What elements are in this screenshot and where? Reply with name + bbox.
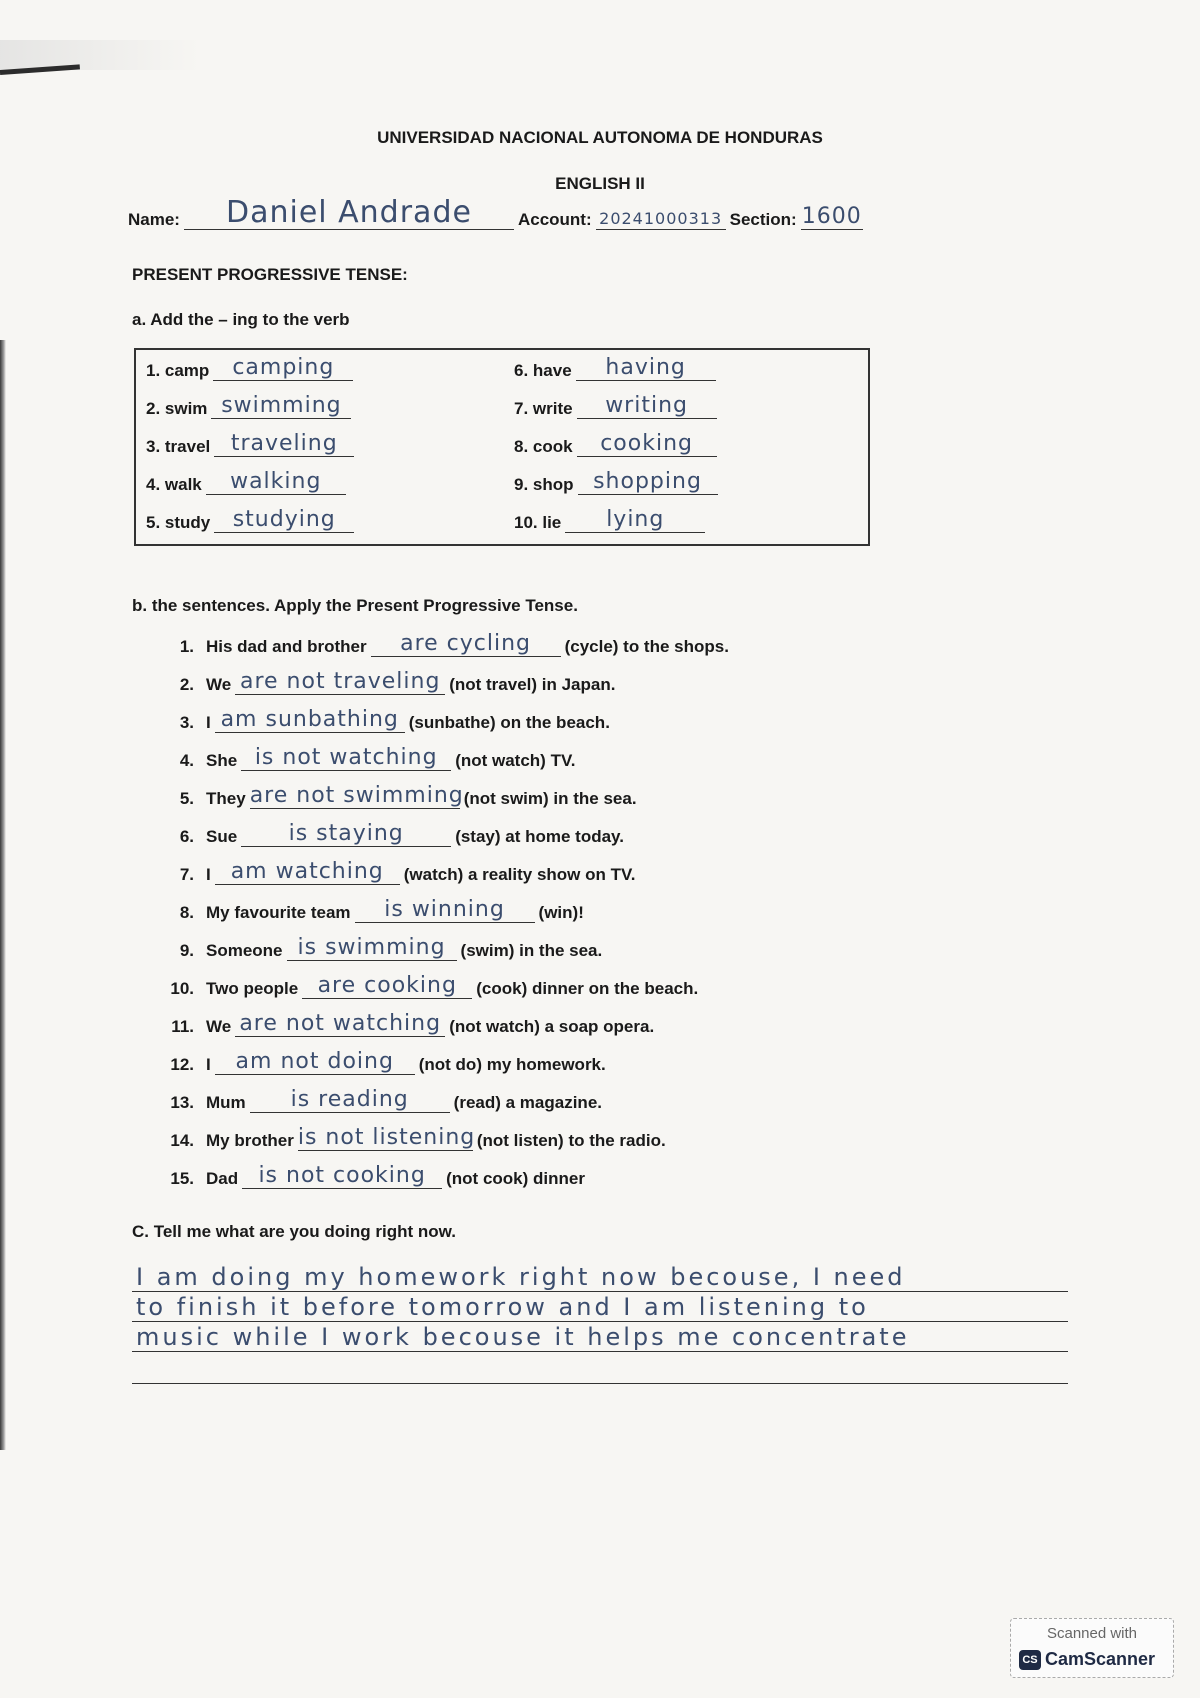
name-label: Name: xyxy=(128,210,180,229)
answer-text: is staying xyxy=(288,821,404,846)
sentence-row xyxy=(160,670,615,695)
answer-field[interactable] xyxy=(213,356,353,381)
sentence-number: 10. xyxy=(170,979,194,999)
part-a-item xyxy=(514,356,720,381)
answer-text: are not watching xyxy=(239,1011,442,1036)
answer-field[interactable] xyxy=(287,936,457,961)
item-label: 8. cook xyxy=(514,437,573,457)
sentence-number: 7. xyxy=(179,865,194,885)
answer-text: is not listening xyxy=(297,1125,476,1150)
answer-field[interactable] xyxy=(235,670,445,695)
part-a-item xyxy=(514,470,722,495)
answer-text: am watching xyxy=(230,859,384,884)
item-label: 3. travel xyxy=(146,437,211,457)
part-a-item xyxy=(146,432,358,457)
sentence-start: His dad and brother xyxy=(206,637,367,657)
writing-line xyxy=(132,1262,1068,1292)
answer-text: having xyxy=(605,355,686,380)
answer-field[interactable] xyxy=(576,356,716,381)
answer-field[interactable] xyxy=(565,508,705,533)
sentence-row xyxy=(160,822,624,847)
answer-text: is swimming xyxy=(297,935,446,960)
answer-field[interactable] xyxy=(297,1125,476,1151)
part-c-instruction: C. Tell me what are you doing right now. xyxy=(132,1222,456,1241)
answer-text: is reading xyxy=(290,1087,409,1112)
badge-brand xyxy=(1019,1649,1155,1670)
name-field[interactable] xyxy=(184,196,514,230)
badge-name: CamScanner xyxy=(1045,1649,1156,1669)
sentence-number: 3. xyxy=(179,713,194,733)
sentence-row xyxy=(160,1012,654,1037)
sentence-number: 1. xyxy=(179,637,194,657)
item-label: 4. walk xyxy=(146,475,202,495)
writing-line xyxy=(132,1322,1068,1352)
sentence-row xyxy=(160,898,584,923)
part-a-item xyxy=(514,394,721,419)
answer-field[interactable] xyxy=(242,1164,442,1189)
sentence-row xyxy=(160,746,575,771)
sentence-end: (not cook) dinner xyxy=(446,1169,585,1189)
part-a-instruction: a. Add the – ing to the verb xyxy=(132,310,350,329)
sentence-end: (not travel) in Japan. xyxy=(449,675,616,695)
sentence-start: I xyxy=(206,1055,211,1075)
camscanner-badge xyxy=(1010,1618,1174,1678)
item-label: 2. swim xyxy=(146,399,208,419)
answer-text: shopping xyxy=(593,469,702,494)
sentence-end: (sunbathe) on the beach. xyxy=(408,713,610,733)
sentence-row xyxy=(160,974,698,999)
item-label: 6. have xyxy=(514,361,572,381)
answer-field[interactable] xyxy=(577,432,717,457)
item-label: 9. shop xyxy=(514,475,574,495)
sentence-number: 14. xyxy=(170,1131,194,1151)
sentence-end: (stay) at home today. xyxy=(455,827,624,847)
sentence-row xyxy=(160,784,637,809)
answer-field[interactable] xyxy=(355,898,535,923)
sentence-start: My brother xyxy=(206,1131,294,1151)
answer-field[interactable] xyxy=(215,860,400,885)
answer-field[interactable] xyxy=(211,394,351,419)
section-value: 1600 xyxy=(801,203,862,229)
part-a-item xyxy=(146,470,350,495)
sentence-number: 9. xyxy=(179,941,194,961)
answer-field[interactable] xyxy=(235,1012,445,1037)
answer-text: walking xyxy=(230,469,322,494)
sentence-row xyxy=(160,1164,585,1189)
answer-text: is not cooking xyxy=(258,1163,426,1188)
part-a-item xyxy=(146,356,357,381)
answer-field[interactable] xyxy=(302,974,472,999)
badge-caption: Scanned with xyxy=(1046,1625,1138,1642)
sentence-number: 6. xyxy=(179,827,194,847)
written-text: I am doing my homework right now becouse, I need xyxy=(136,1263,906,1291)
answer-field[interactable] xyxy=(241,822,451,847)
sentence-start: Two people xyxy=(206,979,299,999)
answer-text: writing xyxy=(605,393,688,418)
sentence-end: (swim) in the sea. xyxy=(460,941,603,961)
writing-line xyxy=(132,1352,1068,1384)
course-title: ENGLISH II xyxy=(555,174,645,193)
scan-shadow xyxy=(0,40,200,70)
answer-text: are cooking xyxy=(317,973,457,998)
item-label: 1. camp xyxy=(146,361,210,381)
sentence-number: 2. xyxy=(179,675,194,695)
answer-text: studying xyxy=(232,507,336,532)
part-b-instruction: b. the sentences. Apply the Present Progressive Tense. xyxy=(132,596,578,615)
item-label: 7. write xyxy=(514,399,573,419)
sentence-end: (cook) dinner on the beach. xyxy=(476,979,699,999)
answer-field[interactable] xyxy=(241,746,451,771)
scan-left-edge xyxy=(0,340,6,1450)
sentence-end: (not do) my homework. xyxy=(418,1055,606,1075)
writing-line xyxy=(132,1292,1068,1322)
sentence-start: Mum xyxy=(206,1093,246,1113)
answer-field[interactable] xyxy=(250,1088,450,1113)
answer-field[interactable] xyxy=(215,708,405,733)
answer-text: is winning xyxy=(384,897,505,922)
account-value: 20241000313 xyxy=(599,209,723,229)
sentence-number: 12. xyxy=(170,1055,194,1075)
answer-text: am not doing xyxy=(235,1049,394,1074)
sentence-start: They xyxy=(206,789,246,809)
sentence-number: 8. xyxy=(179,903,194,923)
answer-field[interactable] xyxy=(249,783,464,809)
university-title: UNIVERSIDAD NACIONAL AUTONOMA DE HONDURAS xyxy=(377,128,823,147)
name-value: Daniel Andrade xyxy=(225,195,472,230)
answer-text: am sunbathing xyxy=(220,707,399,732)
answer-field[interactable] xyxy=(214,508,354,533)
answer-field[interactable] xyxy=(215,1050,415,1075)
sentence-number: 5. xyxy=(179,789,194,809)
sentence-start: Sue xyxy=(206,827,238,847)
sentence-number: 15. xyxy=(170,1169,194,1189)
account-label: Account: xyxy=(517,210,592,229)
sentence-row xyxy=(160,1088,602,1113)
sentence-end: (read) a magazine. xyxy=(453,1093,602,1113)
answer-field[interactable] xyxy=(578,470,718,495)
sentence-end: (win)! xyxy=(538,903,584,923)
section-label: Section: xyxy=(729,210,797,229)
sentence-start: She xyxy=(206,751,238,771)
sentence-end: (not listen) to the radio. xyxy=(476,1131,666,1151)
sentence-number: 13. xyxy=(170,1093,194,1113)
sentence-end: (not swim) in the sea. xyxy=(463,789,637,809)
sentence-start: We xyxy=(206,1017,232,1037)
answer-field[interactable] xyxy=(214,432,354,457)
answer-field[interactable] xyxy=(371,632,561,657)
answer-text: camping xyxy=(232,355,335,380)
sentence-start: Someone xyxy=(206,941,283,961)
part-a-item xyxy=(514,508,709,533)
sentence-start: My favourite team xyxy=(206,903,351,923)
sentence-start: We xyxy=(206,675,232,695)
sentence-end: (cycle) to the shops. xyxy=(564,637,729,657)
answer-text: are not swimming xyxy=(249,783,464,808)
item-label: 5. study xyxy=(146,513,211,533)
section-field[interactable] xyxy=(801,205,863,230)
sentence-start: Dad xyxy=(206,1169,239,1189)
sentence-row xyxy=(160,860,636,885)
answer-text: are cycling xyxy=(400,631,532,656)
answer-text: is not watching xyxy=(254,745,438,770)
part-a-box xyxy=(134,348,870,546)
sentence-row xyxy=(160,936,602,961)
item-label: 10. lie xyxy=(514,513,562,533)
sentence-row xyxy=(160,1050,606,1075)
sentence-row xyxy=(160,708,610,733)
sentence-start: I xyxy=(206,713,211,733)
sentence-number: 4. xyxy=(179,751,194,771)
part-c-answer[interactable] xyxy=(132,1262,1068,1384)
sentence-end: (not watch) TV. xyxy=(455,751,576,771)
answer-text: lying xyxy=(606,507,665,532)
answer-text: traveling xyxy=(230,431,338,456)
camscanner-icon: CS xyxy=(1019,1650,1041,1670)
sentence-row xyxy=(160,632,729,657)
answer-text: cooking xyxy=(600,431,693,456)
part-a-item xyxy=(146,394,355,419)
sentence-row xyxy=(160,1126,666,1151)
student-info-row xyxy=(128,196,867,230)
answer-field[interactable] xyxy=(577,394,717,419)
written-text: to finish it before tomorrow and I am listening to xyxy=(136,1293,869,1321)
part-a-item xyxy=(514,432,721,457)
answer-text: are not traveling xyxy=(239,669,441,694)
sentence-number: 11. xyxy=(171,1017,194,1037)
answer-field[interactable] xyxy=(206,470,346,495)
part-a-item xyxy=(146,508,358,533)
account-field[interactable] xyxy=(596,210,726,230)
sentence-end: (not watch) a soap opera. xyxy=(449,1017,655,1037)
topic-title: PRESENT PROGRESSIVE TENSE: xyxy=(132,265,408,284)
answer-text: swimming xyxy=(221,393,342,418)
written-text: music while I work becouse it helps me concentrate xyxy=(136,1323,910,1351)
sentence-start: I xyxy=(206,865,211,885)
sentence-end: (watch) a reality show on TV. xyxy=(403,865,636,885)
